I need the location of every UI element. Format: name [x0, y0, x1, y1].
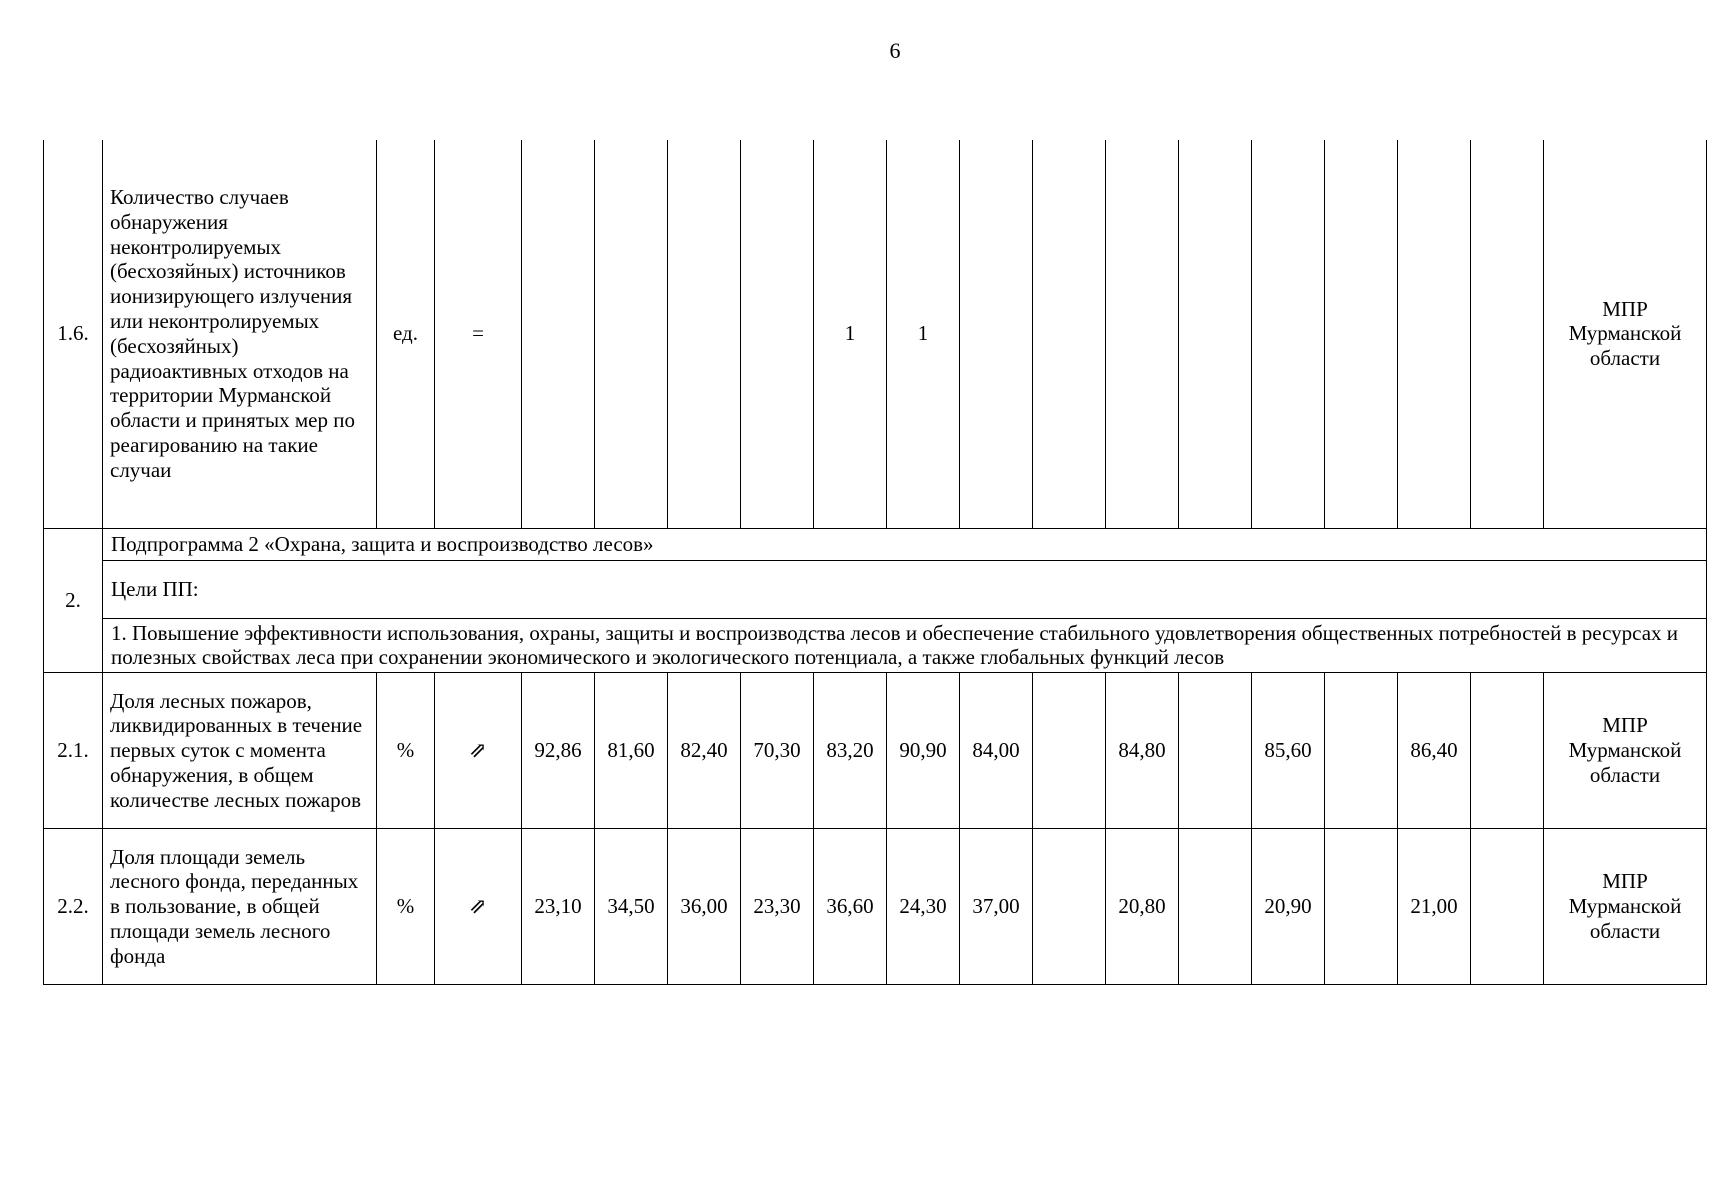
- value-cell: [1325, 673, 1398, 829]
- value-cell: [1471, 140, 1544, 528]
- responsible-cell: МПР Мурманской области: [1544, 673, 1707, 829]
- row-number: 2.1.: [44, 673, 103, 829]
- value-cell: 23,30: [741, 829, 814, 985]
- value-cell: 1: [887, 140, 960, 528]
- value-cell: [741, 140, 814, 528]
- value-cell: [1179, 829, 1252, 985]
- trend-up-icon: ⇗: [435, 829, 522, 985]
- indicator-name: Доля лесных пожаров, ликвидированных в течение первых суток с момента обнаружения, в общем количестве лесных пожаров: [103, 673, 377, 829]
- value-cell: 70,30: [741, 673, 814, 829]
- row-number: 1.6.: [44, 140, 103, 528]
- responsible-cell: МПР Мурманской области: [1544, 140, 1707, 528]
- value-cell: 81,60: [595, 673, 668, 829]
- trend-up-icon: ⇗: [435, 673, 522, 829]
- value-cell: 1: [814, 140, 887, 528]
- value-cell: [522, 140, 595, 528]
- value-cell: 36,00: [668, 829, 741, 985]
- value-cell: [1325, 829, 1398, 985]
- value-cell: 82,40: [668, 673, 741, 829]
- indicator-name: Количество случаев обнаружения неконтролируемых (бесхозяйных) источников ионизирующего излучения или неконтролируемых (бесхозяйных) радиоактивных отходов на территории Мурманской области и принятых мер по реагированию на такие случаи: [103, 140, 377, 528]
- value-cell: 20,90: [1252, 829, 1325, 985]
- value-cell: 83,20: [814, 673, 887, 829]
- page-number: 6: [889, 38, 901, 63]
- value-cell: 85,60: [1252, 673, 1325, 829]
- table-row-2-2: [44, 829, 1707, 985]
- value-cell: 34,50: [595, 829, 668, 985]
- row-number: 2.2.: [44, 829, 103, 985]
- value-cell: 36,60: [814, 829, 887, 985]
- table-row-2-goals-label: [44, 560, 1707, 618]
- value-cell: 90,90: [887, 673, 960, 829]
- unit-cell: %: [377, 829, 435, 985]
- value-cell: 86,40: [1398, 673, 1471, 829]
- goals-label: Цели ПП:: [103, 560, 1707, 618]
- value-cell: [1179, 673, 1252, 829]
- goal-text: 1. Повышение эффективности использования, охраны, защиты и воспроизводства лесов и обеспечение стабильного удовлетворения общественных потребностей в ресурсах и полезных свойствах леса при сохранении экономического и экологического потенциала, а также глобальных функций лесов: [103, 618, 1707, 673]
- value-cell: [1398, 140, 1471, 528]
- value-cell: [668, 140, 741, 528]
- trend-cell: =: [435, 140, 522, 528]
- value-cell: [1033, 140, 1106, 528]
- value-cell: 84,80: [1106, 673, 1179, 829]
- value-cell: 84,00: [960, 673, 1033, 829]
- table-row-2-subprogram: [44, 528, 1707, 560]
- subprogram-title: Подпрограмма 2 «Охрана, защита и воспроизводство лесов»: [103, 528, 1707, 560]
- value-cell: 24,30: [887, 829, 960, 985]
- value-cell: [595, 140, 668, 528]
- value-cell: [960, 140, 1033, 528]
- indicator-name: Доля площади земель лесного фонда, переданных в пользование, в общей площади земель лесного фонда: [103, 829, 377, 985]
- value-cell: 92,86: [522, 673, 595, 829]
- value-cell: 20,80: [1106, 829, 1179, 985]
- unit-cell: ед.: [377, 140, 435, 528]
- value-cell: [1106, 140, 1179, 528]
- value-cell: [1471, 673, 1544, 829]
- table-row-2-1: [44, 673, 1707, 829]
- row-number: 2.: [44, 528, 103, 673]
- table-row-1-6: [44, 140, 1707, 528]
- value-cell: 21,00: [1398, 829, 1471, 985]
- value-cell: [1179, 140, 1252, 528]
- unit-cell: %: [377, 673, 435, 829]
- value-cell: 37,00: [960, 829, 1033, 985]
- value-cell: 23,10: [522, 829, 595, 985]
- value-cell: [1033, 673, 1106, 829]
- table-row-2-goal: [44, 618, 1707, 673]
- responsible-cell: МПР Мурманской области: [1544, 829, 1707, 985]
- value-cell: [1033, 829, 1106, 985]
- value-cell: [1252, 140, 1325, 528]
- value-cell: [1325, 140, 1398, 528]
- indicators-table: [43, 140, 1707, 985]
- value-cell: [1471, 829, 1544, 985]
